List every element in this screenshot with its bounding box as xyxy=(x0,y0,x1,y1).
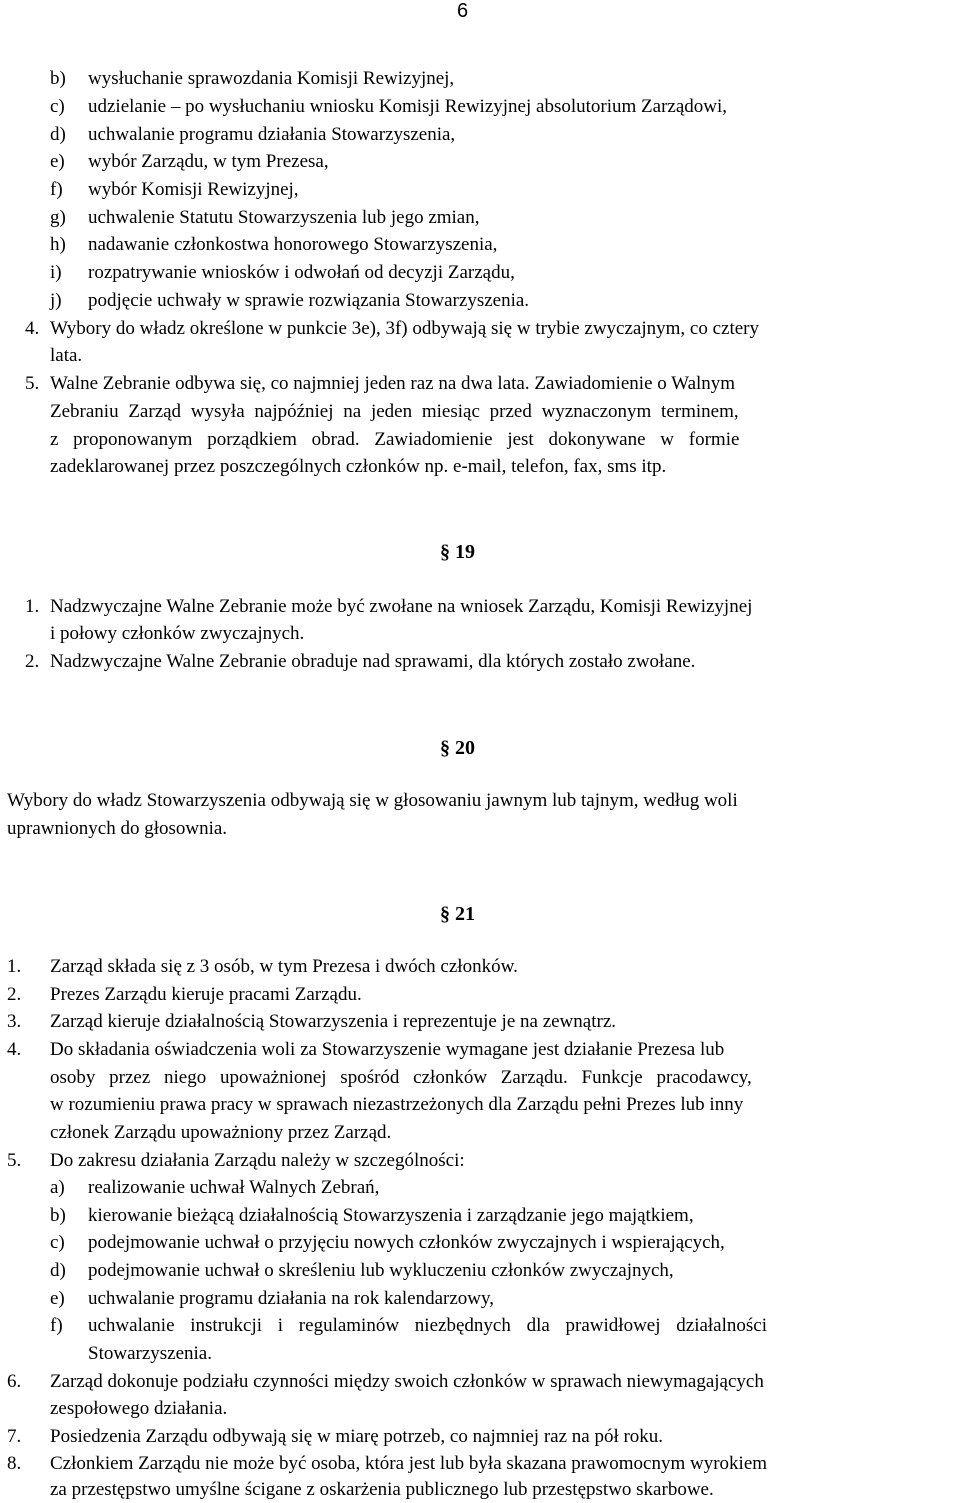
list-item: wybór Zarządu, w tym Prezesa, xyxy=(88,151,329,172)
list-item: uchwalenie Statutu Stowarzyszenia lub jego zmian, xyxy=(88,207,480,228)
list-item: nadawanie członkostwa honorowego Stowarzyszenia, xyxy=(88,234,498,255)
list-item: podjęcie uchwały w sprawie rozwiązania Stowarzyszenia. xyxy=(88,290,530,311)
list-item: podejmowanie uchwał o przyjęciu nowych członków zwyczajnych i wspierających, xyxy=(88,1232,725,1253)
list-item: podejmowanie uchwał o skreśleniu lub wykluczeniu członków zwyczajnych, xyxy=(88,1260,674,1281)
paragraph-line: uprawnionych do głosownia. xyxy=(7,818,228,839)
paragraph-line: Wybory do władz Stowarzyszenia odbywają się w głosowaniu jawnym lub tajnym, według woli xyxy=(7,790,738,811)
list-label: c) xyxy=(50,96,65,117)
section-heading: § 20 xyxy=(440,737,475,759)
list-label: d) xyxy=(50,1260,66,1281)
list-item: realizowanie uchwał Walnych Zebrań, xyxy=(88,1177,380,1198)
paragraph-line: Zarząd dokonuje podziału czynności między swoich członków w sprawach niewymagających xyxy=(50,1371,764,1392)
list-label: e) xyxy=(50,1288,65,1309)
paragraph-line: w rozumieniu prawa pracy w sprawach niezastrzeżonych dla Zarządu pełni Prezes lub inny xyxy=(50,1094,744,1115)
list-item: wybór Komisji Rewizyjnej, xyxy=(88,179,299,200)
list-label: b) xyxy=(50,68,66,89)
item-number: 2. xyxy=(7,984,22,1005)
list-item: kierowanie bieżącą działalnością Stowarzyszenia i zarządzanie jego majątkiem, xyxy=(88,1205,694,1226)
paragraph-line: Do składania oświadczenia woli za Stowarzyszenie wymagane jest działanie Prezesa lub xyxy=(50,1039,725,1060)
list-label: f) xyxy=(50,1315,63,1336)
paragraph-line: Do zakresu działania Zarządu należy w szczególności: xyxy=(50,1150,465,1171)
list-item: uchwalanie instrukcji i regulaminów niezbędnych dla prawidłowej działalności xyxy=(88,1315,767,1336)
list-label: j) xyxy=(50,290,62,311)
paragraph-line: i połowy członków zwyczajnych. xyxy=(50,623,305,644)
list-label: b) xyxy=(50,1205,66,1226)
paragraph-line: osoby przez niego upoważnionej spośród członków Zarządu. Funkcje pracodawcy, xyxy=(50,1067,752,1088)
list-label: g) xyxy=(50,207,66,228)
list-item: wysłuchanie sprawozdania Komisji Rewizyjnej, xyxy=(88,68,455,89)
item-number: 1. xyxy=(7,956,22,977)
paragraph-line: za przestępstwo umyślne ścigane z oskarżenia publicznego lub przestępstwo skarbowe. xyxy=(50,1479,714,1500)
paragraph-line: Nadzwyczajne Walne Zebranie może być zwołane na wniosek Zarządu, Komisji Rewizyjnej xyxy=(50,596,753,617)
item-number: 1. xyxy=(25,596,40,617)
item-number: 5. xyxy=(25,373,40,394)
list-label: a) xyxy=(50,1177,65,1198)
item-number: 5. xyxy=(7,1150,22,1171)
list-item: udzielanie – po wysłuchaniu wniosku Komisji Rewizyjnej absolutorium Zarządowi, xyxy=(88,96,728,117)
list-label: e) xyxy=(50,151,65,172)
list-label: h) xyxy=(50,234,66,255)
item-number: 3. xyxy=(7,1011,22,1032)
paragraph-line: zespołowego działania. xyxy=(50,1398,228,1419)
item-number: 6. xyxy=(7,1371,22,1392)
paragraph-line: Zarząd składa się z 3 osób, w tym Prezesa i dwóch członków. xyxy=(50,956,518,977)
paragraph-line: Walne Zebranie odbywa się, co najmniej jeden raz na dwa lata. Zawiadomienie o Walnym xyxy=(50,373,736,394)
list-label: d) xyxy=(50,124,66,145)
list-item: uchwalanie programu działania Stowarzyszenia, xyxy=(88,124,456,145)
item-number: 2. xyxy=(25,651,40,672)
list-label: i) xyxy=(50,262,62,283)
paragraph-line: lata. xyxy=(50,345,83,366)
item-number: 4. xyxy=(25,318,40,339)
paragraph-line: Prezes Zarządu kieruje pracami Zarządu. xyxy=(50,984,362,1005)
item-number: 8. xyxy=(7,1453,22,1474)
paragraph-line: Posiedzenia Zarządu odbywają się w miarę potrzeb, co najmniej raz na pół roku. xyxy=(50,1426,664,1447)
list-item: uchwalanie programu działania na rok kalendarzowy, xyxy=(88,1288,495,1309)
list-item: Stowarzyszenia. xyxy=(88,1343,212,1364)
paragraph-line: Zarząd kieruje działalnością Stowarzyszenia i reprezentuje je na zewnątrz. xyxy=(50,1011,617,1032)
item-number: 4. xyxy=(7,1039,22,1060)
item-number: 7. xyxy=(7,1426,22,1447)
section-heading: § 21 xyxy=(440,903,475,925)
list-label: c) xyxy=(50,1232,65,1253)
paragraph-line: z proponowanym porządkiem obrad. Zawiadomienie jest dokonywane w formie xyxy=(50,429,740,450)
paragraph-line: zadeklarowanej przez poszczególnych członków np. e-mail, telefon, fax, sms itp. xyxy=(50,456,667,477)
list-label: f) xyxy=(50,179,63,200)
page-number: 6 xyxy=(457,0,469,22)
paragraph-line: Zebraniu Zarząd wysyła najpóźniej na jeden miesiąc przed wyznaczonym terminem, xyxy=(50,401,739,422)
list-item: rozpatrywanie wniosków i odwołań od decyzji Zarządu, xyxy=(88,262,515,283)
paragraph-line: Wybory do władz określone w punkcie 3e), 3f) odbywają się w trybie zwyczajnym, co cztery xyxy=(50,318,759,339)
section-heading: § 19 xyxy=(440,541,475,563)
paragraph-line: Członkiem Zarządu nie może być osoba, która jest lub była skazana prawomocnym wyrokiem xyxy=(50,1453,768,1474)
paragraph-line: Nadzwyczajne Walne Zebranie obraduje nad sprawami, dla których zostało zwołane. xyxy=(50,651,696,672)
paragraph-line: członek Zarządu upoważniony przez Zarząd. xyxy=(50,1122,392,1143)
